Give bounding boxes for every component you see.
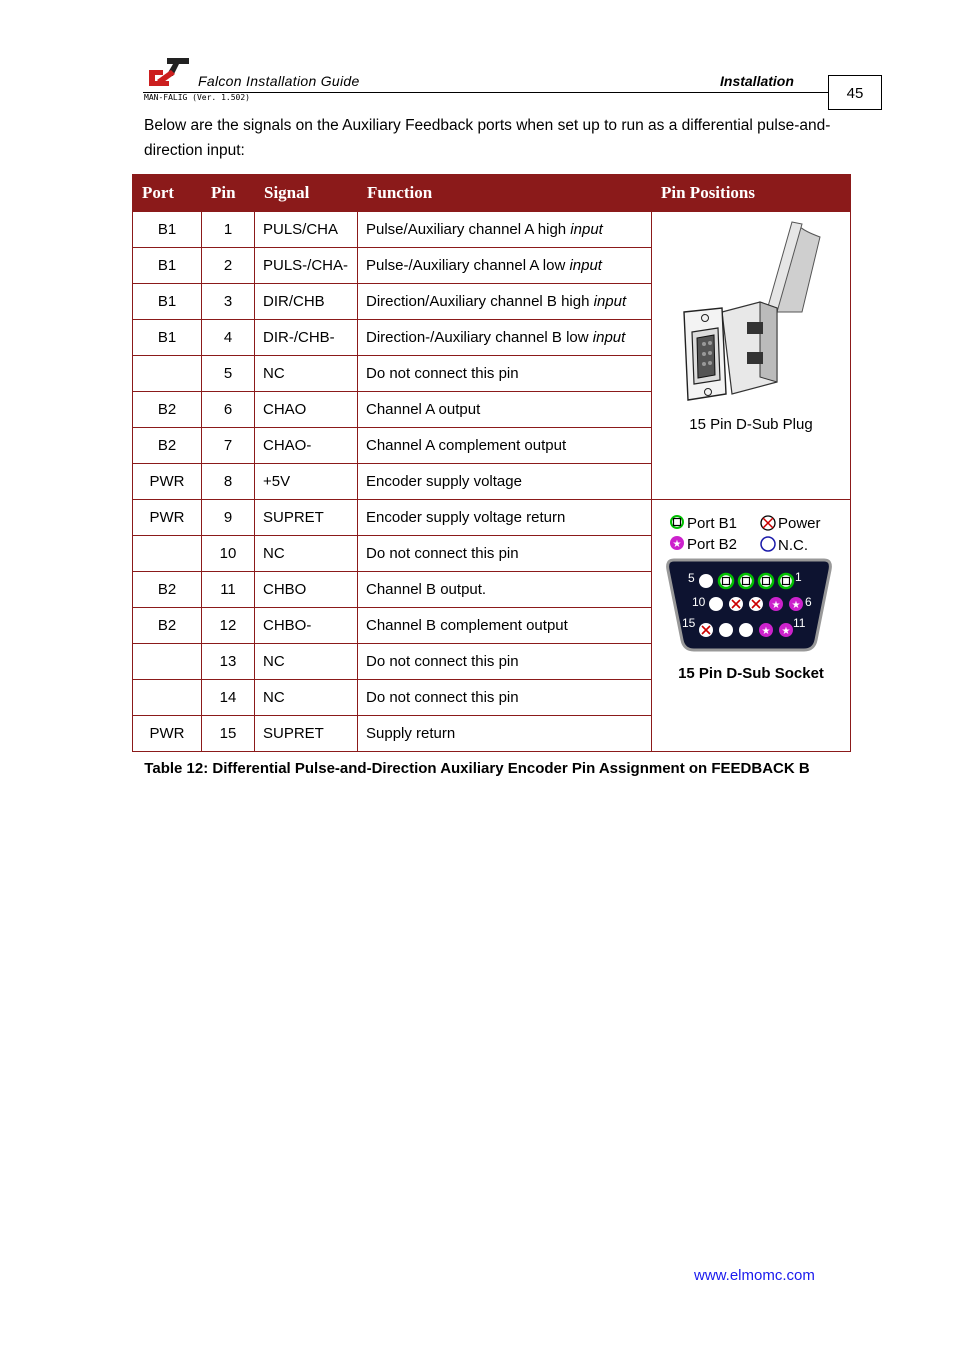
pin-cell: 12: [202, 608, 255, 644]
pin-cell: 1: [202, 212, 255, 248]
function-cell: [358, 320, 652, 356]
pin-number-15: 15: [682, 616, 696, 630]
signal-cell: DIR/CHB: [255, 284, 358, 320]
socket-pin-10: [709, 597, 723, 611]
section-title: Installation: [720, 73, 794, 89]
function-text: Do not connect this pin: [366, 653, 519, 670]
signal-cell: NC: [255, 644, 358, 680]
socket-pin-9: [729, 597, 743, 611]
function-cell: [358, 500, 652, 536]
signal-cell: CHBO-: [255, 608, 358, 644]
signal-cell: SUPRET: [255, 500, 358, 536]
socket-pin-11: [779, 623, 793, 637]
header-pin: Pin: [202, 175, 255, 212]
d-sub-socket-diagram: [652, 500, 849, 660]
signal-cell: PULS-/CHA-: [255, 248, 358, 284]
legend-nc: N.C.: [778, 537, 808, 554]
svg-text:★: ★: [761, 626, 771, 637]
pin-cell: 8: [202, 464, 255, 500]
legend-power-icon: [761, 516, 775, 530]
table-caption: Table 12: Differential Pulse-and-Direction Auxiliary Encoder Pin Assignment on FEEDBACK B: [144, 760, 810, 777]
port-cell: B1: [133, 212, 202, 248]
function-cell: [358, 644, 652, 680]
pin-number-1: 1: [795, 570, 802, 584]
page-number: 45: [828, 75, 882, 110]
function-text: Direction-/Auxiliary channel B low: [366, 329, 593, 346]
footer-website-link[interactable]: www.elmomc.com: [694, 1267, 815, 1284]
function-cell: [358, 284, 652, 320]
socket-pin-6: [789, 597, 803, 611]
function-text: Do not connect this pin: [366, 365, 519, 382]
intro-paragraph: Below are the signals on the Auxiliary Feedback ports when set up to run as a differential pulse-and-direction input:: [144, 117, 831, 159]
port-cell: [133, 356, 202, 392]
function-cell: [358, 680, 652, 716]
pin-cell: 15: [202, 716, 255, 752]
function-cell: [358, 428, 652, 464]
signal-cell: DIR-/CHB-: [255, 320, 358, 356]
legend-port-b1: Port B1: [687, 515, 738, 532]
function-text: Encoder supply voltage: [366, 473, 522, 490]
document-version: MAN-FALIG (Ver. 1.502): [144, 93, 250, 102]
socket-pin-4: [719, 574, 733, 588]
socket-pin-1: [779, 574, 793, 588]
pin-cell: 11: [202, 572, 255, 608]
document-title: Falcon Installation Guide: [198, 73, 360, 89]
legend-port-b2: Port B2: [687, 536, 738, 553]
function-text: Pulse-/Auxiliary channel A low: [366, 257, 570, 274]
elmo-logo-icon: [147, 56, 191, 88]
pin-number-11: 11: [793, 616, 806, 630]
socket-pin-5: [699, 574, 713, 588]
pin-cell: 5: [202, 356, 255, 392]
signal-cell: NC: [255, 536, 358, 572]
header-function: Function: [358, 175, 652, 212]
svg-text:★: ★: [781, 626, 791, 637]
pin-number-10: 10: [692, 595, 706, 609]
table-row: [133, 500, 851, 536]
legend-nc-icon: [761, 537, 775, 551]
plug-label: 15 Pin D-Sub Plug: [689, 416, 813, 433]
function-text: Encoder supply voltage return: [366, 509, 566, 526]
function-cell: [358, 212, 652, 248]
port-cell: PWR: [133, 464, 202, 500]
port-cell: PWR: [133, 716, 202, 752]
socket-image-cell: [652, 500, 851, 752]
table-header-row: [133, 175, 851, 212]
function-text: Supply return: [366, 725, 456, 742]
legend-port-b2-icon: [670, 536, 684, 550]
function-emphasis: input: [570, 221, 603, 238]
function-text: Channel A complement output: [366, 437, 567, 454]
socket-pin-7: [769, 597, 783, 611]
function-text: Pulse/Auxiliary channel A high: [366, 221, 571, 238]
pin-cell: 14: [202, 680, 255, 716]
socket-pin-13: [739, 623, 753, 637]
function-cell: [358, 356, 652, 392]
function-text: Channel A output: [366, 401, 481, 418]
header-port: Port: [133, 175, 202, 212]
signal-cell: CHBO: [255, 572, 358, 608]
pin-cell: 13: [202, 644, 255, 680]
function-text: Do not connect this pin: [366, 545, 519, 562]
function-cell: [358, 716, 652, 752]
pin-cell: 3: [202, 284, 255, 320]
socket-label: 15 Pin D-Sub Socket: [678, 665, 824, 682]
function-text: Do not connect this pin: [366, 689, 519, 706]
svg-text:★: ★: [771, 600, 781, 611]
signal-cell: CHAO-: [255, 428, 358, 464]
port-cell: [133, 644, 202, 680]
port-cell: B2: [133, 428, 202, 464]
pin-number-5: 5: [688, 571, 695, 585]
function-cell: [358, 572, 652, 608]
socket-pin-14: [719, 623, 733, 637]
pin-cell: 10: [202, 536, 255, 572]
function-text: Channel B complement output: [366, 617, 568, 634]
port-cell: B2: [133, 608, 202, 644]
socket-pin-15: [699, 623, 713, 637]
function-cell: [358, 608, 652, 644]
function-cell: [358, 392, 652, 428]
pin-cell: 9: [202, 500, 255, 536]
port-cell: [133, 680, 202, 716]
port-cell: B1: [133, 248, 202, 284]
function-text: Direction/Auxiliary channel B high: [366, 293, 594, 310]
port-cell: PWR: [133, 500, 202, 536]
header-pin-positions: Pin Positions: [652, 175, 851, 212]
socket-pin-2: [759, 574, 773, 588]
socket-pin-3: [739, 574, 753, 588]
table-row: [133, 212, 851, 248]
signal-cell: PULS/CHA: [255, 212, 358, 248]
port-cell: B1: [133, 320, 202, 356]
plug-image-cell: [652, 212, 851, 500]
function-text: Channel B output.: [366, 581, 487, 598]
function-cell: [358, 464, 652, 500]
function-cell: [358, 248, 652, 284]
signal-cell: SUPRET: [255, 716, 358, 752]
function-emphasis: input: [593, 293, 627, 310]
legend-port-b1-icon: [671, 516, 683, 528]
pin-cell: 2: [202, 248, 255, 284]
svg-text:★: ★: [791, 600, 801, 611]
pin-cell: 7: [202, 428, 255, 464]
header-signal: Signal: [255, 175, 358, 212]
port-cell: B1: [133, 284, 202, 320]
socket-pin-12: [759, 623, 773, 637]
socket-pin-8: [749, 597, 763, 611]
pin-cell: 6: [202, 392, 255, 428]
d-sub-plug-image: [652, 212, 849, 412]
pin-assignment-table: [132, 174, 851, 752]
function-cell: [358, 536, 652, 572]
pin-cell: 4: [202, 320, 255, 356]
svg-text:★: ★: [672, 539, 682, 550]
function-emphasis: input: [569, 257, 602, 274]
port-cell: B2: [133, 572, 202, 608]
signal-cell: CHAO: [255, 392, 358, 428]
signal-cell: NC: [255, 356, 358, 392]
port-cell: B2: [133, 392, 202, 428]
signal-cell: NC: [255, 680, 358, 716]
function-emphasis: input: [592, 329, 626, 346]
port-cell: [133, 536, 202, 572]
pin-number-6: 6: [805, 595, 812, 609]
legend-power: Power: [778, 515, 821, 532]
signal-cell: +5V: [255, 464, 358, 500]
